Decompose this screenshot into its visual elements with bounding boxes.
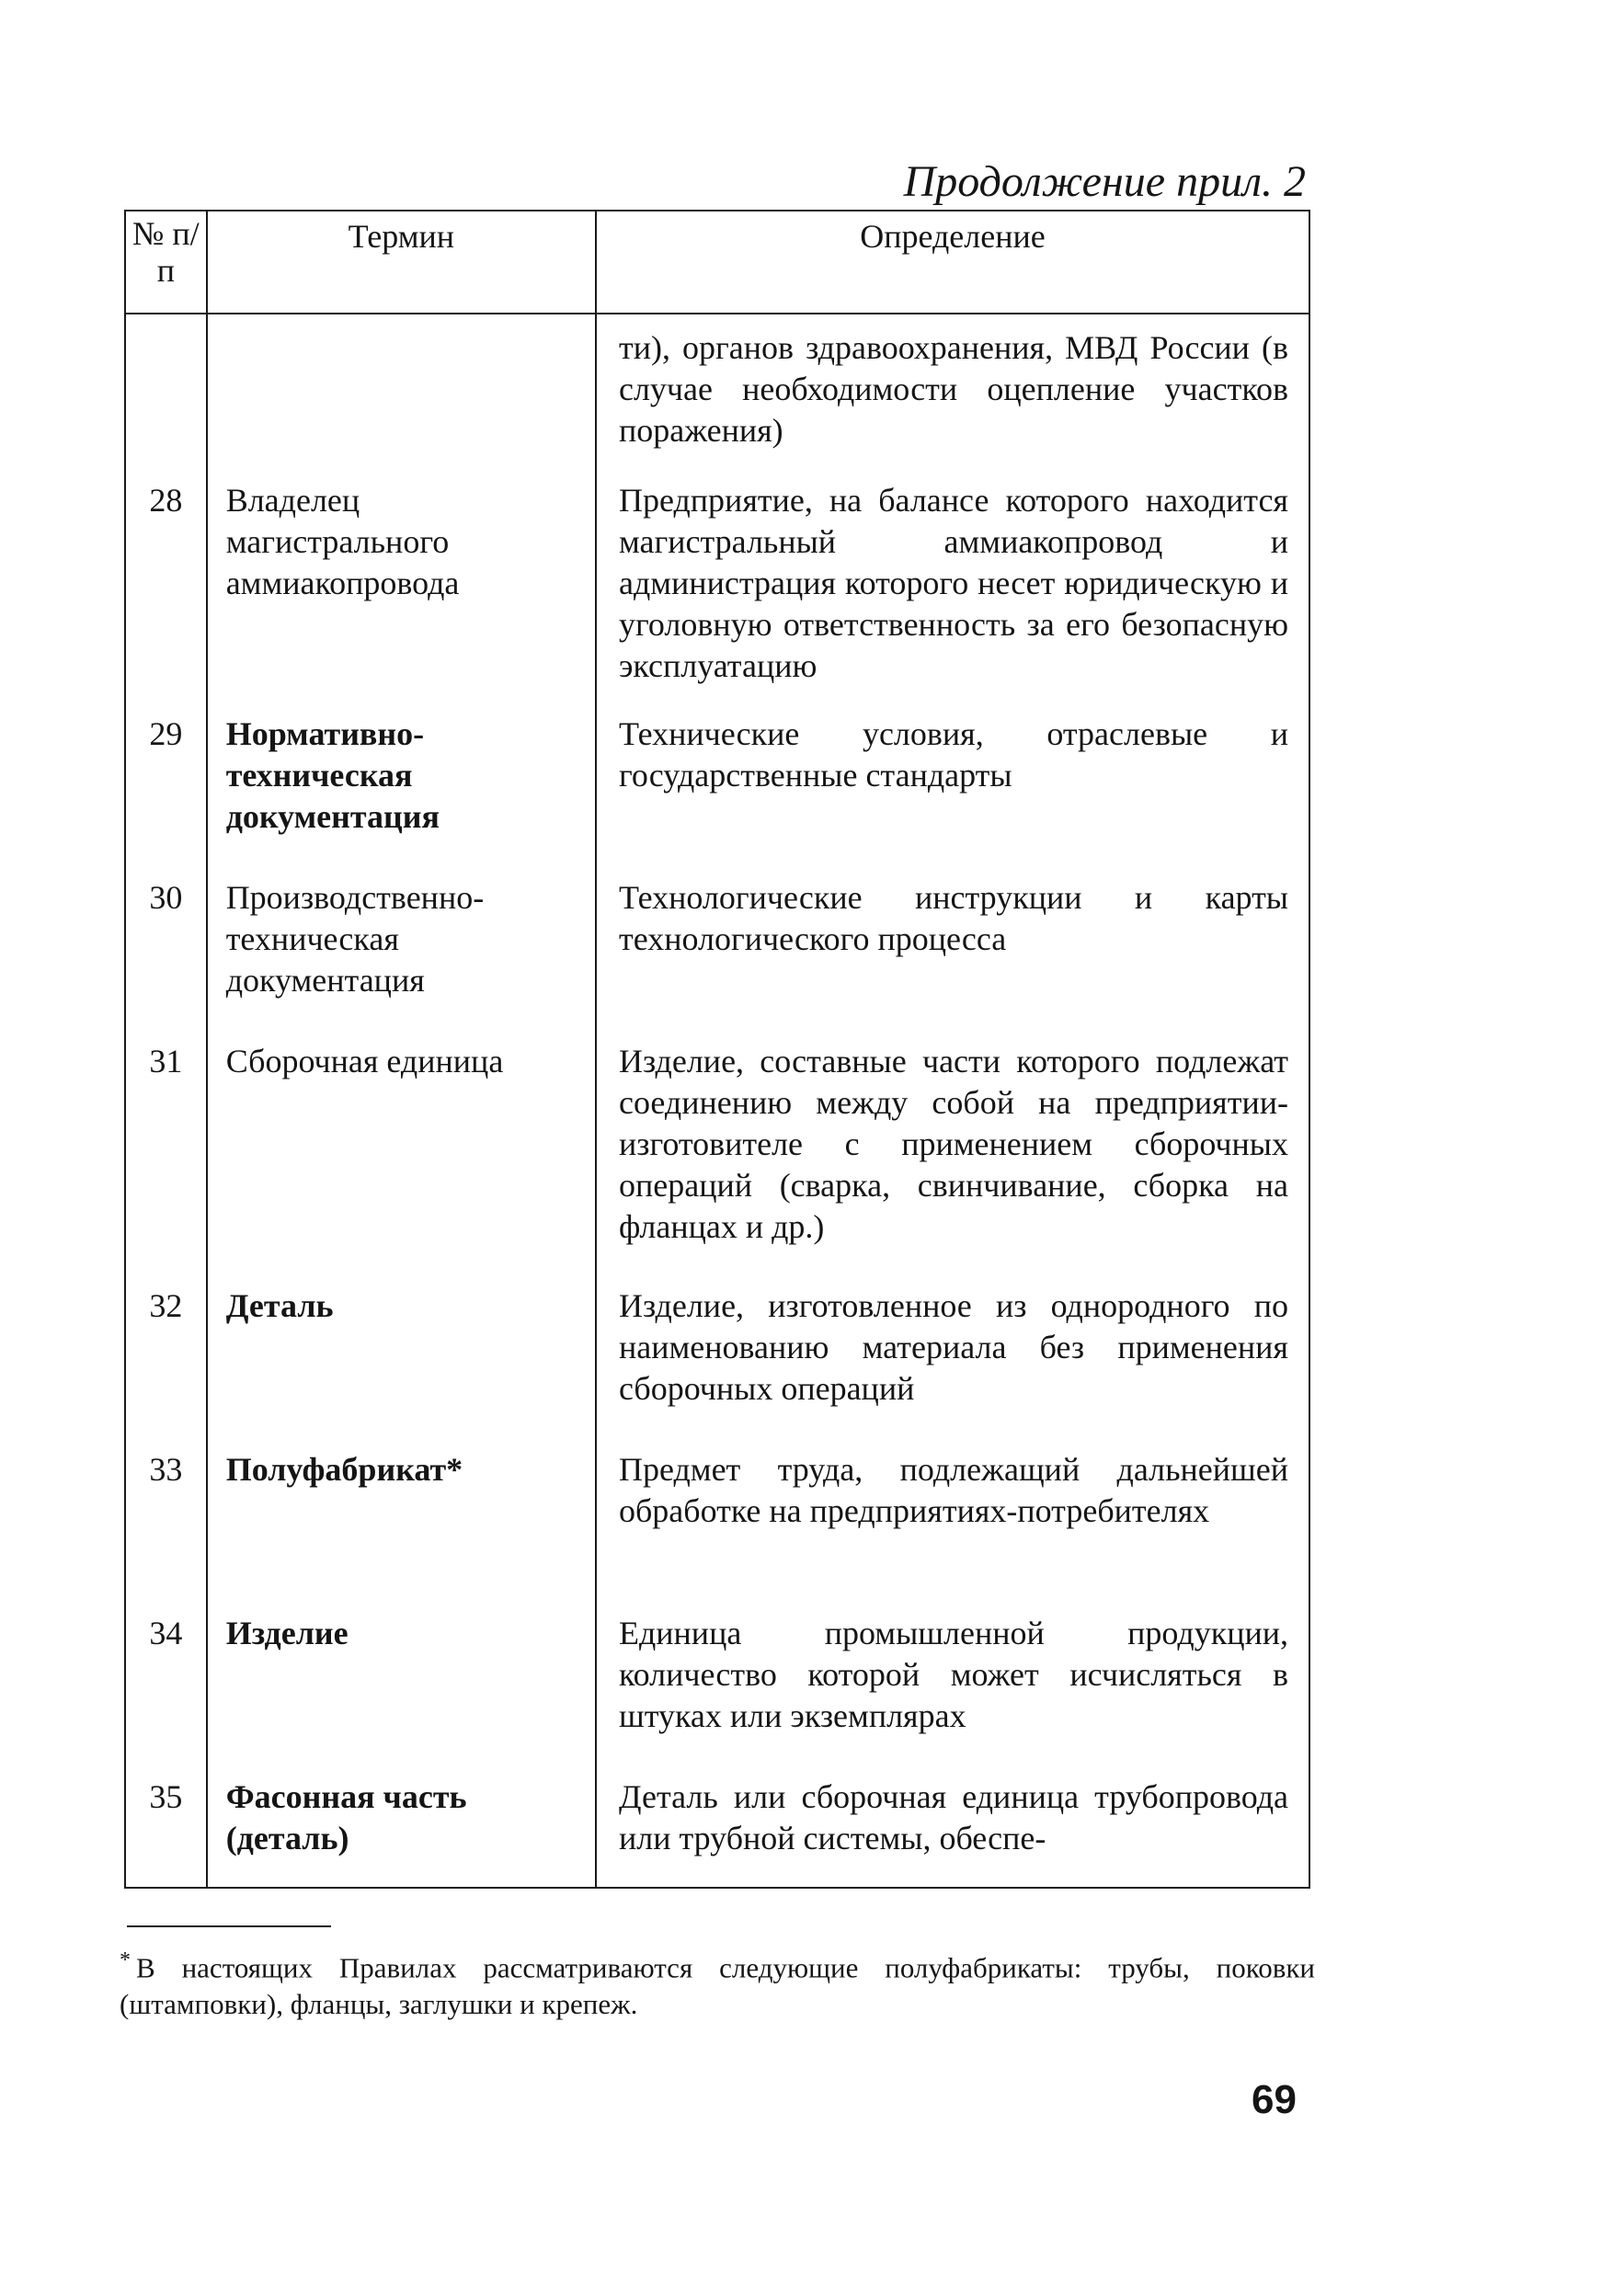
row-term: Деталь — [207, 1273, 596, 1436]
table-row — [125, 1273, 1309, 1436]
row-definition: Предмет труда, подлежащий дальнейшей обработке на предприятиях-потребителях — [596, 1436, 1309, 1600]
row-number: 34 — [125, 1600, 207, 1764]
row-number: 31 — [125, 1028, 207, 1273]
footnote — [120, 1942, 1315, 2023]
row-number: 32 — [125, 1273, 207, 1436]
column-header-number: № п/п — [125, 211, 207, 314]
row-number — [125, 314, 207, 467]
table-row — [125, 864, 1309, 1028]
table-row — [125, 467, 1309, 701]
table-row — [125, 1436, 1309, 1600]
row-term: Полуфабрикат* — [207, 1436, 596, 1600]
row-definition: Деталь или сборочная единица трубопровода или трубной системы, обеспе- — [596, 1764, 1309, 1888]
row-definition: Изделие, изготовленное из однородного по наименованию материала без применения сборочных операций — [596, 1273, 1309, 1436]
row-number: 28 — [125, 467, 207, 701]
row-term — [207, 314, 596, 467]
row-definition: Предприятие, на балансе которого находится магистральный аммиакопровод и администрация которого несет юридическую и уголовную ответственность за его безопасную эксплуатацию — [596, 467, 1309, 701]
page-number: 69 — [1252, 2077, 1297, 2122]
row-term: Сборочная единица — [207, 1028, 596, 1273]
footnote-text: В настоящих Правилах рассматриваются следующие полуфабрикаты: трубы, поковки (штамповки), фланцы, заглушки и крепеж. — [120, 1951, 1315, 2021]
row-number: 35 — [125, 1764, 207, 1888]
continuation-header: Продолжение прил. 2 — [903, 157, 1306, 206]
row-term: Нормативно-техническая документация — [207, 701, 596, 864]
row-definition: Технические условия, отраслевые и государственные стандарты — [596, 701, 1309, 864]
table-header-row — [125, 211, 1309, 314]
table-row — [125, 701, 1309, 864]
table-row — [125, 314, 1309, 467]
terms-table — [124, 210, 1310, 1889]
row-number: 30 — [125, 864, 207, 1028]
table-row — [125, 1764, 1309, 1888]
table-row — [125, 1600, 1309, 1764]
column-header-definition: Определение — [596, 211, 1309, 314]
row-number: 29 — [125, 701, 207, 864]
row-definition: Технологические инструкции и карты технологического процесса — [596, 864, 1309, 1028]
row-term: Изделие — [207, 1600, 596, 1764]
row-term: Фасонная часть (деталь) — [207, 1764, 596, 1888]
footnote-marker: * — [120, 1948, 131, 1972]
footnote-divider — [127, 1925, 331, 1927]
row-term: Производственно-техническая документация — [207, 864, 596, 1028]
table-row — [125, 1028, 1309, 1273]
row-definition: Единица промышленной продукции, количество которой может исчисляться в штуках или экземплярах — [596, 1600, 1309, 1764]
row-number: 33 — [125, 1436, 207, 1600]
row-definition: Изделие, составные части которого подлежат соединению между собой на предприятии-изготовителе с применением сборочных операций (сварка, свинчивание, сборка на фланцах и др.) — [596, 1028, 1309, 1273]
column-header-term: Термин — [207, 211, 596, 314]
row-definition: ти), органов здравоохранения, МВД России (в случае необходимости оцепление участков поражения) — [596, 314, 1309, 467]
row-term: Владелец магистрального аммиакопровода — [207, 467, 596, 701]
